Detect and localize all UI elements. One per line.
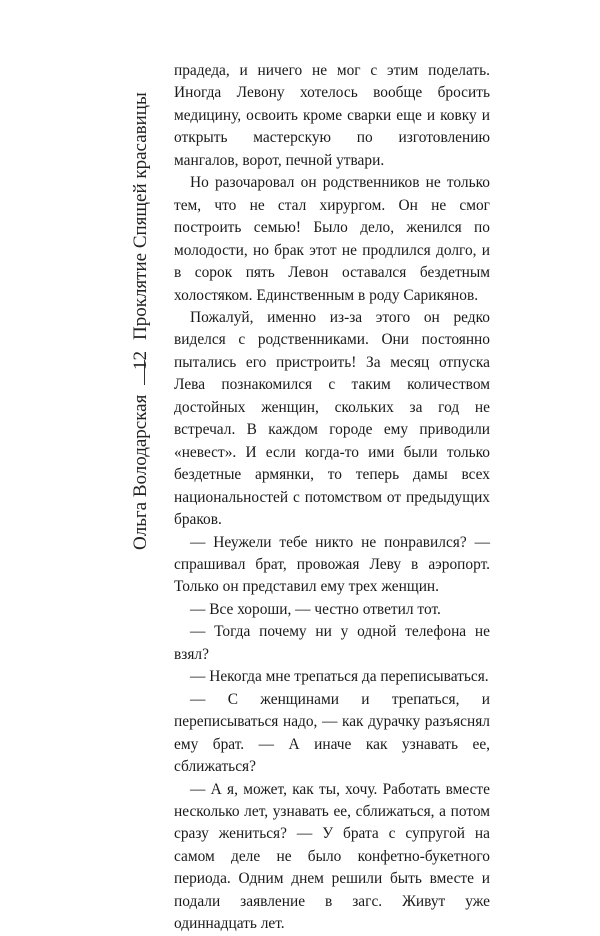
paragraph: Но разочаровал он родственников не только тем, что не стал хирургом. Он не смог построить семью! Было дело, женился по молодости, но брак этот не продлился долго, и в сорок пять Левон оставался бездетным холостяком. Единственным в роду Сарикянов. xyxy=(174,174,490,304)
dialogue-line: — Некогда мне трепаться да переписываться. xyxy=(190,668,489,686)
paragraph: Пожалуй, именно из-за этого он редко виделся с родственниками. Они постоянно пытались его пристроить! За месяц отпуска Лева познакомился с таким количеством достойных женщин, скольких за год не встречал. В каждом городе ему приводили «невест». И если когда-то ими были только бездетные армянки, то теперь дамы всех национальностей с потомством от предыдущих браков. xyxy=(174,308,490,529)
dialogue-line: — Неужели тебе никто не понравился? — спрашивал брат, провожая Леву в аэропорт. Только он представил ему трех женщин. xyxy=(174,533,490,596)
page-number: 12 xyxy=(130,351,151,370)
running-head xyxy=(120,90,164,550)
dialogue-line: — Тогда почему ни у одной телефона не взял? xyxy=(174,623,490,663)
running-head-author: Ольга Володарская xyxy=(130,394,151,550)
dialogue-line: — Все хороши, — честно ответил тот. xyxy=(190,600,441,618)
paragraph: прадеда, и ничего не мог с этим поделать. Иногда Левону хотелось вообще бросить медицину, освоить кроме сварки еще и ковку и открыть мастерскую по изготовлению мангалов, ворот, печной утвари. xyxy=(174,62,490,169)
dialogue-line: — С женщинами и трепаться, и переписываться надо, — как дурачку разъяснял ему брат. — А иначе как узнавать ее, сближаться? xyxy=(174,690,490,776)
dialogue-line: — А я, может, как ты, хочу. Работать вместе несколько лет, узнавать ее, сближаться, а потом сразу жениться? — У брата с супругой на самом деле не было конфетно-букетного периода. Одним днем решили быть вместе и подали заявление в загс. Живут уже одиннадцать лет. xyxy=(174,780,490,933)
body-text xyxy=(174,60,490,936)
running-head-book-title: Проклятие Спящей красавицы xyxy=(130,92,151,340)
